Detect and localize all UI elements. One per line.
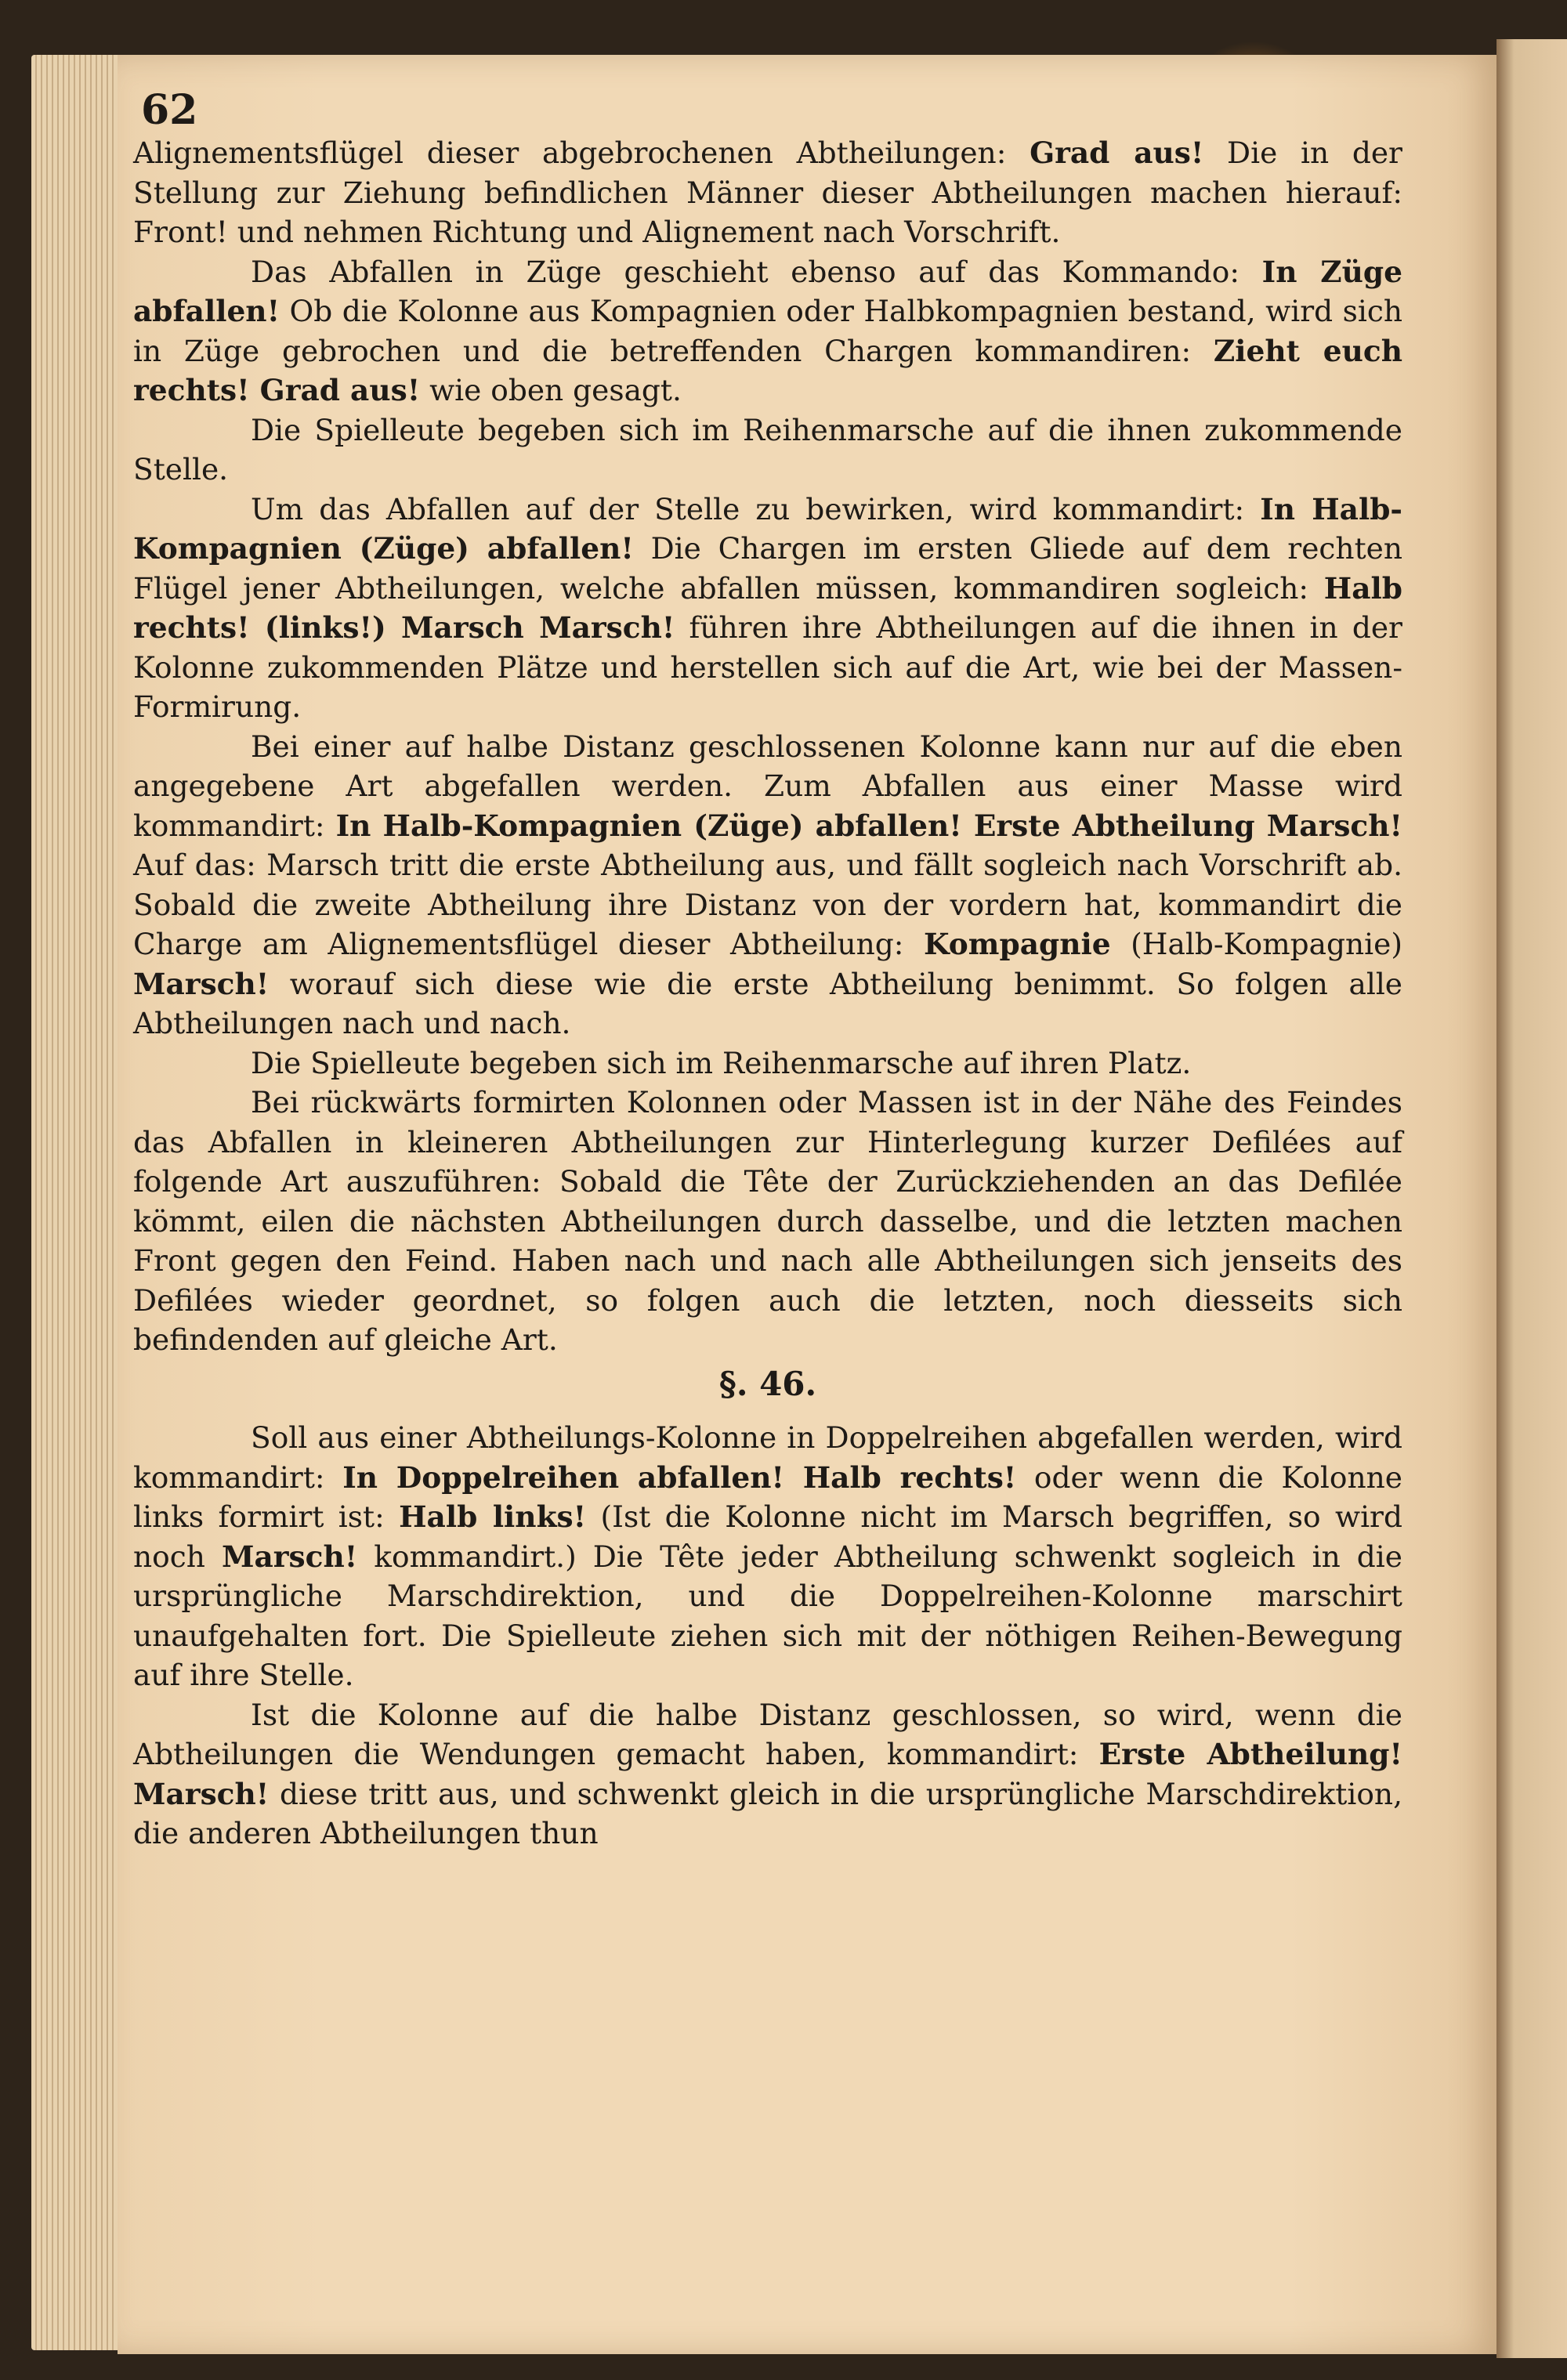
body-text: Das Abfallen in Züge geschieht ebenso auf das Kommando:	[251, 254, 1262, 289]
body-text: §. 46.	[718, 1364, 817, 1403]
command-text: Erste Abtheilung! Marsch!	[133, 1737, 1402, 1811]
paragraph	[133, 133, 1402, 252]
command-text: Grad aus!	[1030, 136, 1204, 170]
body-text: diese tritt aus, und schwenkt gleich in die ursprüngliche Marschdirektion, die anderen Abtheilungen thun	[133, 1776, 1402, 1850]
paragraph	[133, 252, 1402, 411]
command-text: Marsch!	[133, 966, 270, 1001]
body-text: Die in der Stellung zur Ziehung befindlichen Männer dieser Abtheilungen machen hierauf: Front! und nehmen Richtung und Alignement nach Vorschrift.	[133, 136, 1402, 249]
command-text: In Halb-Kompagnien (Züge) abfallen!	[133, 491, 1402, 566]
command-text: In Doppelreihen abfallen! Halb rechts!	[342, 1459, 1017, 1495]
paragraph	[133, 1044, 1402, 1083]
body-text: Soll aus einer Abtheilungs-Kolonne in Doppelreihen abgefallen werden, wird kommandirt:	[133, 1420, 1402, 1495]
section-heading	[133, 1365, 1402, 1405]
body-text: (Ist die Kolonne nicht im Marsch begriffen, so wird noch	[133, 1499, 1402, 1574]
body-text: Die Chargen im ersten Gliede auf dem rechten Flügel jener Abtheilungen, welche abfallen müssen, kommandiren sogleich:	[133, 531, 1402, 606]
command-text: Halb links!	[399, 1499, 587, 1534]
command-text: Zieht euch rechts! Grad aus!	[133, 333, 1402, 407]
body-text: Um das Abfallen auf der Stelle zu bewirken, wird kommandirt:	[251, 491, 1261, 526]
body-text: wie oben gesagt.	[420, 373, 682, 407]
page-text	[133, 133, 1402, 1854]
paragraph	[133, 1695, 1402, 1854]
body-text: kommandirt.) Die Tête jeder Abtheilung schwenkt sogleich in die ursprüngliche Marschdirektion, und die Doppelreihen-Kolonne marschirt unaufgehalten fort. Die Spielleute ziehen sich mit der nöthigen Reihen-Bewegung auf ihre Stelle.	[133, 1539, 1402, 1692]
facing-page-edge	[1496, 39, 1567, 2358]
body-text: oder wenn die Kolonne links formirt ist:	[133, 1459, 1402, 1534]
body-text: Die Spielleute begeben sich im Reihenmarsche auf die ihnen zukommende Stelle.	[133, 412, 1402, 486]
body-text: Die Spielleute begeben sich im Reihenmarsche auf ihren Platz.	[251, 1045, 1192, 1080]
paragraph	[133, 490, 1402, 727]
body-text: Ob die Kolonne aus Kompagnien oder Halbkompagnien bestand, wird sich in Züge gebrochen und die betreffenden Chargen kommandiren:	[133, 294, 1402, 368]
page-number: 62	[141, 86, 198, 134]
command-text: Halb rechts! (links!) Marsch Marsch!	[133, 570, 1402, 645]
body-text: (Halb-Kompagnie)	[1110, 927, 1402, 961]
paragraph	[133, 1083, 1402, 1360]
body-text: Ist die Kolonne auf die halbe Distanz geschlossen, so wird, wenn die Abtheilungen die Wendungen gemacht haben, kommandirt:	[133, 1697, 1402, 1771]
page-edges	[31, 55, 125, 2350]
body-text: Bei rückwärts formirten Kolonnen oder Massen ist in der Nähe des Feindes das Abfallen in kleineren Abtheilungen zur Hinterlegung kurzer Defilées auf folgende Art auszuführen: Sobald die Tête der Zurückziehenden an das Defilée kömmt, eilen die nächsten Abtheilungen durch dasselbe, und die letzten machen Front gegen den Feind. Haben nach und nach alle Abtheilungen sich jenseits des Defilées wieder geordnet, so folgen auch die letzten, noch diesseits sich befindenden auf gleiche Art.	[133, 1085, 1402, 1357]
body-text: worauf sich diese wie die erste Abtheilung benimmt. So folgen alle Abtheilungen nach und nach.	[133, 966, 1402, 1040]
paragraph	[133, 1418, 1402, 1695]
body-text: Auf das: Marsch tritt die erste Abtheilung aus, und fällt sogleich nach Vorschrift ab. Sobald die zweite Abtheilung ihre Distanz von der vordern hat, kommandirt die Charge am Alignementsflügel dieser Abtheilung:	[133, 848, 1402, 961]
body-text: Alignementsflügel dieser abgebrochenen Abtheilungen:	[133, 136, 1030, 170]
command-text: Kompagnie	[924, 927, 1111, 961]
command-text: In Halb-Kompagnien (Züge) abfallen! Erste Abtheilung Marsch!	[335, 808, 1402, 843]
paragraph	[133, 411, 1402, 490]
body-text: Bei einer auf halbe Distanz geschlossenen Kolonne kann nur auf die eben angegebene Art abgefallen werden. Zum Abfallen aus einer Masse wird kommandirt:	[133, 729, 1402, 843]
command-text: In Züge abfallen!	[133, 254, 1402, 328]
body-text: führen ihre Abtheilungen auf die ihnen in der Kolonne zukommenden Plätze und herstellen sich auf die Art, wie bei der Massen-Formirung.	[133, 610, 1402, 724]
paragraph	[133, 727, 1402, 1044]
command-text: Marsch!	[221, 1539, 358, 1574]
